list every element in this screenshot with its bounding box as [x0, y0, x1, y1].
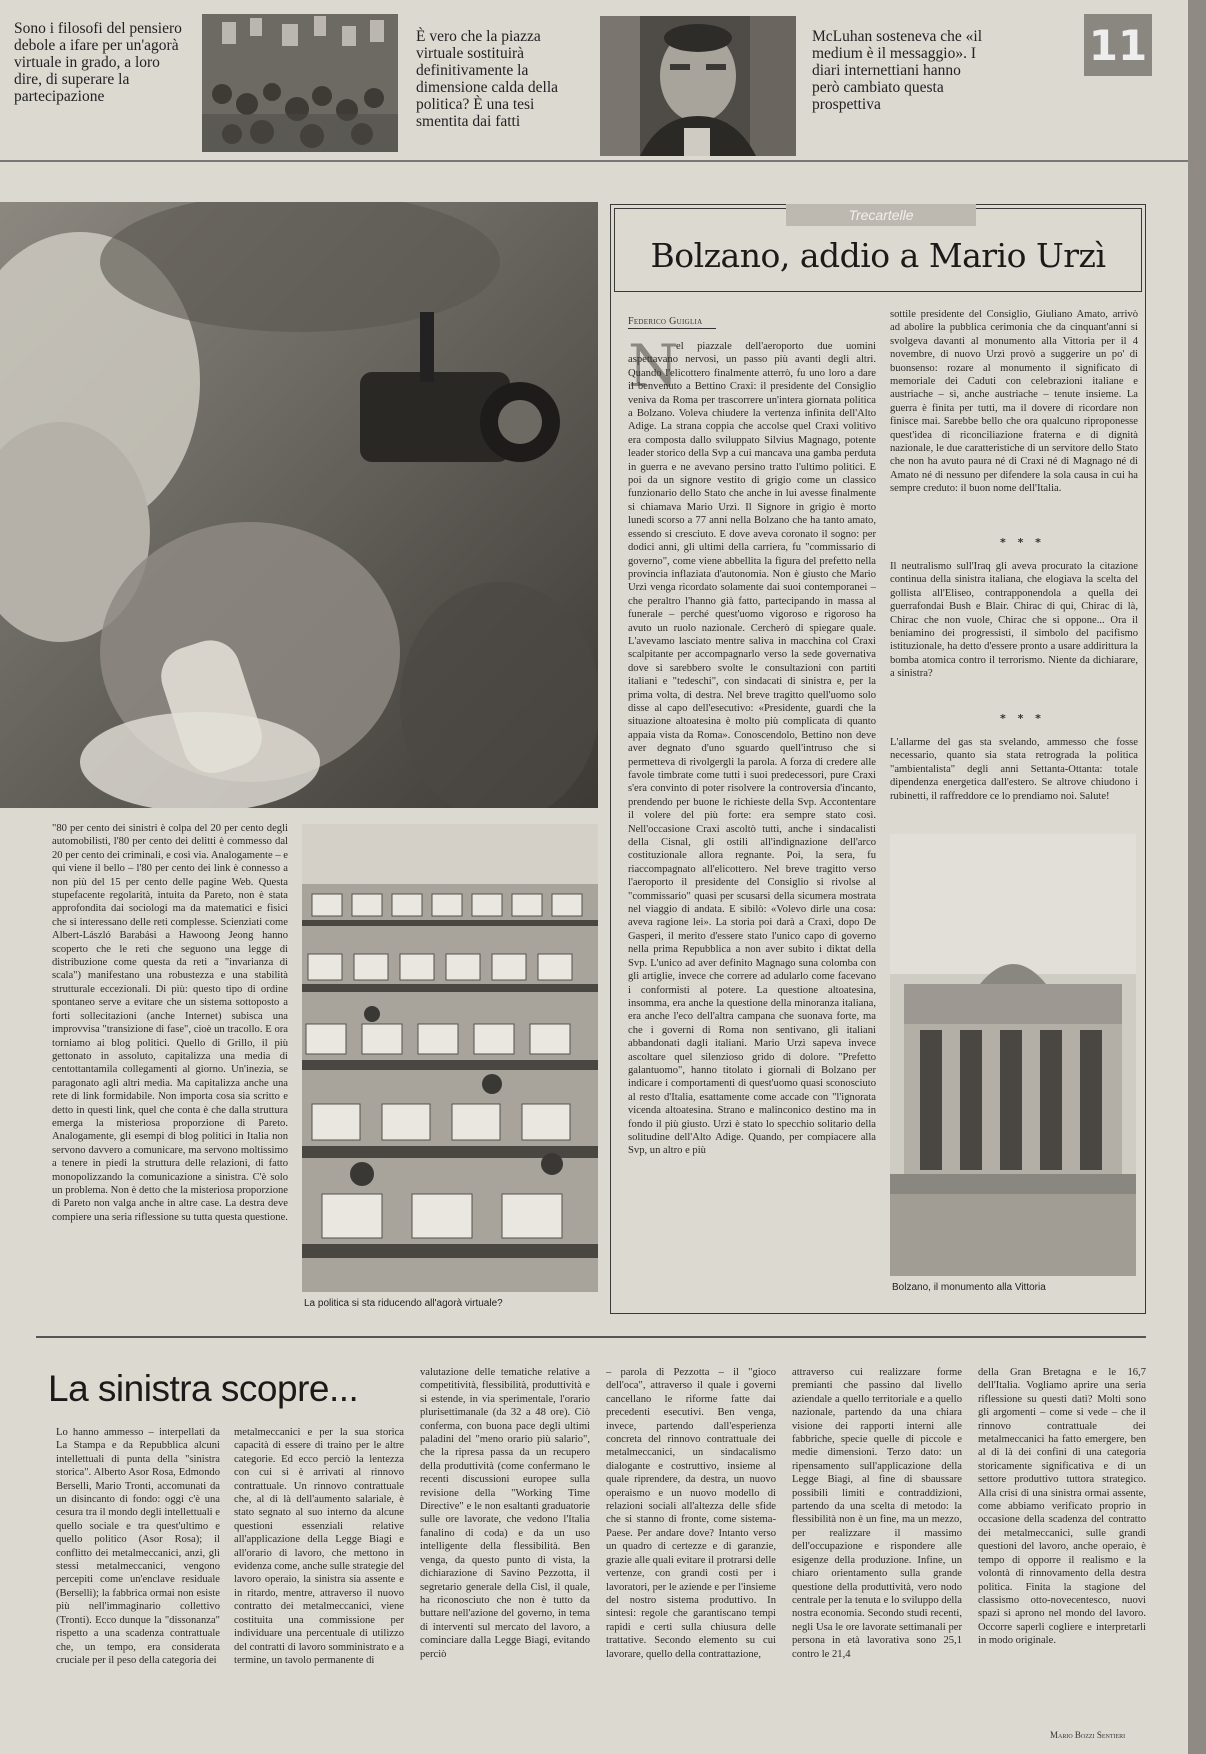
blog-article-text: "80 per cento dei sinistri è colpa del 20 per cento degli automobilisti, l'80 per cento dei delitti è commesso dal 20 per cento dei criminali, e così via. Analogamente – e qui viene il bello – l'80 per cento dei link è connesso a non più del 15 per cento delle pagine Web. Questa stupefacente regolarità, intuita da Pareto, non è stata approfondita dai sociologi ma da matematici e fisici che si interessano delle reti complesse. Scienziati come Albert-László Barabási a Hawoong Jeong hanno scoperto che le reti che seguono una legge di distribuzione come questa da reti a "invarianza di scala") manifestano una robustezza e una stabilità strutturale eccezionali. Di più: questo tipo di ordine spontaneo serve a evitare che un sistema sottoposto a forti sollecitazioni (anche Internet) subisca una improvvisa "transizione di fase", cioè un tracollo. E ora torniamo ai blog politici. Quello di Grillo, il più gettonato in assoluto, capitalizza una media di centottantamila collegamenti al giorno. Un'inezia, se paragonato agli altri media. Ma capitalizza anche una rete di link formidabile. Non importa cosa sia scritto e detto in questi link, quel che conta è che dalla struttura emerga la misteriosa proporzione di Pareto. Analogamente, gli esempi di blog politici in Italia non servono davvero a comunicare, ma servono moltissimo a tenere in piedi la struttura delle relazioni, di fatto monopolizzando la comunicazione a sinistra. C'è solo un problema. Non è detto che la misteriosa proporzione di Pareto non valga anche in altre case. La destra deve compiere una seria riflessione su tutta questa questione. [52, 823, 288, 1223]
separator-stars-1: * * * [1000, 536, 1045, 549]
photo-computer-room [302, 824, 598, 1292]
sinistra-col3: valutazione delle tematiche relative a competitività, flessibilità, produttività e si estende, in via sperimentale, l'orario plurisettimanale (da 32 a 48 ore). Ciò conferma, con buona pace degli ultimi paladini del "meno orario più salario", che la ripresa passa da un recupero della produttività (come confermano le recenti discussioni europee sulla revisione della "Working Time Directive" e le non esaltanti graduatorie sulle ore lavorate, che vedono l'Italia fanalino di coda) e da un uso intelligente della flessibilità. Ben venga, da questo punto di vista, la dichiarazione di Savino Pezzotta, il segretario generale della Cisl, il quale, ha riconosciuto che non è tutto da buttare nell'azione del governo, in tema di interventi sul mercato del lavoro, a cominciare dalla Legge Biagi, evitando perciò [420, 1367, 590, 1660]
bolzano-col3-text: sottile presidente del Consiglio, Giuliano Amato, arrivò ad abolire la pubblica cerimonia che da cinquant'anni si svolgeva davanti al monumento alla Vittoria per il 4 novembre, di nuovo Urzì provò a suggerire un po' di buonsenso: rozare al monumento il significato di memoriale dei Caduti con celebrazioni italiane e austriache – sì, anche austriache – tenute insieme. La guerra è finita per tutti, ma il dovere di ricordare non finisce mai. Sarebbe bello che ora qualcuno riproponesse quest'idea di riconciliazione fraterna e di dignità nazionale, le due caratteristiche di un servitore dello Stato che non ha avuto paura né di Craxi né di Magnago né di Amato né di nessuno per difendere la sola causa in cui ha sempre creduto: il buon nome dell'Italia. [890, 309, 1138, 495]
computer-room-caption: La politica si sta riducendo all'agorà virtuale? [304, 1298, 503, 1309]
photo-bolzano-monument [890, 834, 1136, 1276]
photo-protest-camera [0, 202, 598, 808]
byline-rule [628, 328, 716, 329]
bolzano-title: Bolzano, addio a Mario Urzì [650, 236, 1106, 275]
sinistra-col4: – parola di Pezzotta – il "gioco dell'oca", attraverso il quale i governi cancellano le riforme fatte dai precedenti esecutivi. Ben venga, invece, partendo dall'esperienza concreta del rinnovo contrattuale dei metalmeccanici, un sindacalismo dialogante e costruttivo, insieme al quale riprendere, da destra, un nuovo operaismo e un nuovo modello di relazioni sociali all'altezza delle sfide che si stanno di fronte, come sistema-Paese. Per andare dove? Intanto verso un quadro di certezze e di garanzie, grazie alle quali evitare il protrarsi delle vertenze, con grandi costi per i lavoratori, per le aziende e per l'insieme del nostro sistema produttivo. In sintesi: regole che garantiscano tempi rapidi e certi sulla chiusura delle trattative. Secondo elemento su cui lavorare, quello della contrattazione, [606, 1367, 776, 1660]
kicker-label: Trecartelle [786, 204, 976, 226]
sinistra-byline: Mario Bozzi Sentieri [1050, 1730, 1126, 1740]
separator-stars-2: * * * [1000, 712, 1045, 725]
teaser-left: Sono i filosofi del pensiero debole a ifare per un'agorà virtuale in grado, a loro dire, di superare la partecipazione [14, 20, 182, 105]
bolzano-byline: Federico Guiglia [628, 316, 703, 327]
page-edge-shadow [1188, 0, 1206, 1754]
bottom-section-rule [36, 1336, 1146, 1338]
teaser-photo-mcluhan [600, 16, 796, 156]
teaser-photo-crowd [202, 14, 398, 152]
top-strip-rule [0, 160, 1188, 162]
bolzano-body-text: el piazzale dell'aeroporto due uomini aspettavano nervosi, un passo più avanti degli altri. Quando l'elicottero finalmente atterrò, fu uno loro a dare il benvenuto a Bettino Craxi: il presidente del Consiglio veniva da Roma per trascorrere un'intera giornata politica a Bolzano. Voleva chiudere la vertenza infinita dell'Alto Adige. La strana coppia che accolse quel Craxi volitivo era composta dallo sviluppato Silvius Magnago, potente leader storico della Svp a cui mancava una gamba perduta in guerra e ne avevano persino tratto l'ultimo politici. E poi da un signore vestito di grigio come un classico funzionario dello Stato che anche in lui avesse finalmente si chiamava Mario Urzì. Il Signore in grigio è morto lunedì scorso a 77 anni nella Bolzano che ha tanto amato, essendo si cresciuto. E dove aveva coronato il sogno: per dodici anni, gli ultimi della carriera, fu "commissario di governo", come viene abbellita la figura del prefetto nella provincia inflaziata d'autonomia. Non è giusto che Mario Urzì venga ricordato solamente dai suoi contemporanei – che peraltro l'hanno già fatto, partecipando in massa al funerale – perché quest'uomo vigoroso e rigoroso ha avuto un ruolo nazionale. Cercherò di spiegare quale. L'avevamo lasciato mentre saliva in macchina col Craxi scalpitante per accompagnarlo verso la sede governativa dove si sarebbero svolte le consultazioni con partiti italiani e "tedeschi", con sindacati di sinistra e, per la prima volta, di destra. Nel breve tragitto quell'uomo solo disse al capo dell'esecutivo: «Presidente, guardi che la situazione altoatesina è molto più complicata di quanto appaia vista da Roma». Conoscendolo, Bettino non deve aver degnato d'uno sguardo quell'intruso che si permetteva di rivolgergli la parola. A forza di credere alle favole timbrate come tutti i suoi predecessori, pure Craxi s'era convinto di poter risolvere la controversia d'incanto, prendendo per buone le richieste della Svp. Accontentare il volere del più forte: era sempre stato così. Nell'occasione Craxi ascoltò tutti, anche i sindacalisti della Cisnal, gli ostili all'indignazione dell'arco costituzionale allora regnante. Poi, la sera, fu riaccompagnato all'elicottero. Nel breve tragitto verso l'aeroporto il presidente del Consiglio si rivolse al "commissario" quasi per scusarsi della sicumera mostrata nel viaggio di andata. E sibilò: «Volevo dirle una cosa: aveva ragione lei». La storia poi darà a Craxi, dopo De Gasperi, il merito d'essere stato l'unico capo di governo nella prima Repubblica a non aver subito i diktat della Svp. L'unico ad aver definito Magnago suna colomba con gli artiglie, invece che correre ad adularlo come facevano i conformisti al potere. La questione altoatesina, insomma, era anche la questione della minoranza italiana, era anche l'eco dell'altra campana che suonava forte, ma che i governi di Roma non sentivano, gli italiani abbandonati dagli italiani. Mario Urzì sapeva invece ascoltare quel silenzioso grido di dolore. "Prefetto galantuomo", hanno titolato i giornali di Bolzano per indicare i comportamenti di quest'uomo quasi sconosciuto al resto d'Italia, esattamente come accade con "l'ignorata vicenda altoatesina. Strano e malinconico destino ma in fondo il più giusto. Urzì è stato lo specchio solitario della solitudine dell'Alto Adige. Quando, per compiacere alla Svp, un altro e più [628, 341, 876, 1157]
sinistra-col2: metalmeccanici e per la sua storica capacità di essere di traino per le altre categorie. Ed ecco perciò la lentezza con cui si è arrivati al rinnovo contrattuale. Un rinnovo contrattuale che, al di là dell'aumento salariale, è stato segnato al suo interno da alcune questioni essenziali relative all'applicazione della Legge Biagi e all'orario di lavoro, che mettono in evidenza come, anche sulle strategie del lavoro operaio, la sinistra sia assente e in ritardo, mentre, attraverso il nuovo contratto dei metalmeccanici, viene costituita una commissione per individuare una percentuale di utilizzo del contratti di lavoro somministrato e a termine, un tavolo permanente di [234, 1427, 404, 1666]
page-number: 11 [1084, 14, 1152, 76]
bolzano-col3-text-3: L'allarme del gas sta svelando, ammesso che fosse necessario, quanto sia stata retrograda la politica "ambientalista" degli anni Settanta-Ottanta: totale dipendenza energetica dall'estero. Se altrove chiudono i rubinetti, il raffreddore ce lo prendiamo noi. Salute! [890, 737, 1138, 802]
sinistra-col5: attraverso cui realizzare forme premianti che passino dal livello aziendale a quello territoriale e a quello nazionale, partendo da una chiara visione dei rapporti interni alle fabbriche, specie quelle di piccole e medie dimensioni. Terzo dato: un ripensamento sull'applicazione della Legge Biagi, al fine di sbaussare possibili limiti e contraddizioni, partendo da una scelta di metodo: la flessibilità non è un fine, ma un mezzo, per realizzare il massimo dell'occupazione e rispondere alle esigenze della produzione. Infine, un chiaro orientamento sulla grande questione della produttività, vero nodo centrale per la tenuta e lo sviluppo della nostra economia. Secondo studi recenti, negli Usa le ore lavorate settimanali per persona in età lavorativa sono 25,1 contro le 21,4 [792, 1367, 962, 1660]
bolzano-col3-text-2: Il neutralismo sull'Iraq gli aveva procurato la citazione continua della sinistra italiana, che elogiava la scelta del gollista all'Eliseo, contrapponendola a quella dei guerrafondai Bush e Blair. Chirac di qui, Chirac di là, Chirac che non vuole, Chirac che si oppone... Ora il beniamino dei progressisti, il simbolo del pacifismo istituzionale, ha detto d'essere pronto a usare addirittura la bomba atomica contro il terrorismo. Niente da dichiarare, a sinistra? [890, 561, 1138, 680]
teaser-right: McLuhan sosteneva che «il medium è il messaggio». I diari internettiani hanno però cambiato questa prospettiva [812, 28, 983, 113]
drop-cap: N [628, 332, 679, 400]
monument-caption: Bolzano, il monumento alla Vittoria [892, 1282, 1046, 1293]
bolzano-body-cols [628, 332, 876, 1300]
sinistra-title: La sinistra scopre... [48, 1368, 359, 1409]
sinistra-col1: Lo hanno ammesso – interpellati da La Stampa e da Repubblica alcuni intellettuali di punta della "sinistra storica". Alberto Asor Rosa, Edmondo Berselli, Mario Tronti, accomunati da un disincanto di fondo: oggi c'è una cesura tra il mondo degli intellettuali e quello sociale e tra quest'ultimo e quello politico (Asor Rosa); il conflitto dei metalmeccanici, anzi, gli stessi metalmeccanici, vengono percepiti come un'enclave residuale (Berselli); la fabbrica ormai non esiste più nell'immaginario collettivo (Tronti). Ecco dunque la "dissonanza" rispetto a una scadenza contrattuale che, un tempo, era considerata cruciale per il peso della categoria dei [56, 1427, 220, 1666]
sinistra-col6: della Gran Bretagna e le 16,7 dell'Italia. Vogliamo aprire una seria riflessione su questi dati? Molti sono gli argomenti – come si vede – che il rinnovo contrattuale dei metalmeccanici ha fatto emergere, ben al di là dei confini di una categoria storicamente significativa e di un settore produttivo tuttora strategico. Alla crisi di una sinistra ormai assente, come abbiamo verificato proprio in occasione della scadenza del contratto dei metalmeccanici, sulle grandi questioni del lavoro, anche operaio, è tempo di opporre il realismo e la volontà di rinnovamento della destra politica. Finita la stagione del classismo otto-novecentesco, nuovi spazi si aprono nel mondo del lavoro. Occorre saperli cogliere e interpretarli in modo originale. [978, 1367, 1146, 1647]
teaser-middle: È vero che la piazza virtuale sostituirà definitivamente la dimensione calda della politica? È una tesi smentita dai fatti [416, 28, 559, 130]
